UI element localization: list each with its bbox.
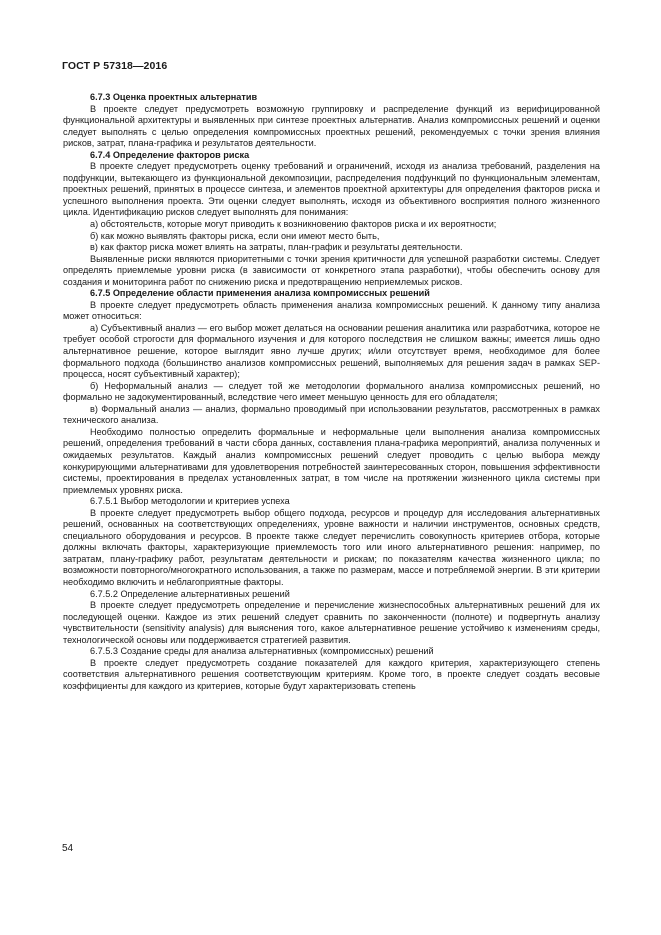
list-item: б) как можно выявлять факторы риска, если они имеют место быть, (90, 230, 380, 241)
paragraph: В проекте следует предусмотреть создание показателей для каждого критерия, характеризующего степень соответствия альтернативного решения соответствующим критериям. Кроме того, в проекте следует создать весовые коэффициенты для каждого из критериев, которые будут характеризовать степень (63, 657, 600, 691)
list-item: а) Субъективный анализ — его выбор может делаться на основании решения аналитика или разработчика, которое не требует особой строгости для формального изучения и для которого последствия не слишком важны; имеется лишь одно альтернативное решение, которое выглядит явно лучше других; и/или отсутствует время, необходимое для более формального подхода (большинство анализов компромиссных решений, выполняемых для решения задач в рамках SEP-процесса, носят субъективный характер); (63, 322, 600, 380)
list-item: в) Формальный анализ — анализ, формально проводимый при использовании результатов, рассмотренных в рамках технического анализа. (63, 403, 600, 426)
subsection-heading-6-7-5-3: 6.7.5.3 Создание среды для анализа альтернативных (компромиссных) решений (90, 646, 434, 657)
paragraph: В проекте следует предусмотреть определение и перечисление жизнеспособных альтернативных решений для их последующей оценки. Каждое из этих решений следует сравнить по законченности (полноте) и подвергнуть анализу чувствительности (sensitivity analysis) для выяснения того, какое альтернативное решение устойчиво к изменениям среды, технологической основы или поддерживается стратегией развития. (63, 600, 600, 645)
document-code: ГОСТ Р 57318—2016 (62, 60, 168, 72)
section-heading-6-7-4: 6.7.4 Определение факторов риска (90, 149, 250, 160)
subsection-heading-6-7-5-2: 6.7.5.2 Определение альтернативных решений (90, 588, 290, 599)
paragraph: В проекте следует предусмотреть возможную группировку и распределение функций из верифицированной функциональной архитектуры и выявленных при синтезе проектных альтернатив. Анализ компромиссных решений и оценки следует выполнять с целью определения компромиссных проектных решений, рекомендуемых с точки зрения влияния рисков, затрат, плана-графика и результатов деятельности. (63, 103, 600, 149)
paragraph: В проекте следует предусмотреть область применения анализа компромиссных решений. К данному типу анализа может относиться: (63, 299, 600, 322)
paragraph: Выявленные риски являются приоритетными с точки зрения критичности для успешной разработки системы. Следует определять приемлемые уровни риска (в зависимости от конкретного этапа разработки), чтобы обеспечить основу для создания и мониторинга работ по снижению риска и предотвращению неприемлемых рисков. (63, 253, 600, 287)
paragraph: В проекте следует предусмотреть выбор общего подхода, ресурсов и процедур для исследования альтернативных решений, основанных на соответствующих определениях, уровне важности и наличии инструментов, основных средств, специального оборудования и ресурсов. В проекте также следует перечислить совокупность критериев отбора, которые должны включать факторы, характеризующие приемлемость того или иного альтернативного решения: например, по затратам, плану-графику работ, результатам деятельности и рискам; по показателям качества жизненного цикла; по возможности повторного/многократного использования, а также по размерам, массе и потребляемой энергии. В эти критерии необходимо включить и неблагоприятные факторы. (63, 507, 600, 587)
page-number: 54 (62, 843, 74, 854)
section-heading-6-7-3: 6.7.3 Оценка проектных альтернатив (90, 92, 258, 102)
subsection-heading-6-7-5-1: 6.7.5.1 Выбор методологии и критериев успеха (90, 496, 290, 507)
list-item: б) Неформальный анализ — следует той же методологии формального анализа компромиссных решений, но формально не задокументированный, вследствие чего имеет меньшую ценность для его обладателя; (63, 380, 600, 403)
list-item: а) обстоятельств, которые могут приводить к возникновению факторов риска и их вероятности; (90, 219, 497, 230)
list-item: в) как фактор риска может влиять на затраты, план-график и результаты деятельности. (90, 242, 463, 253)
document-body (63, 92, 600, 692)
paragraph: Необходимо полностью определить формальные и неформальные цели выполнения анализа компромиссных решений, определения требований в части сбора данных, составления плана-графика мероприятий, анализа полученных и ожидаемых результатов. Каждый анализ компромиссных решений следует проводить с целью выбора между конкурирующими альтернативами для удовлетворения потребностей заинтересованных сторон, повышения эффективности системы, проектирования в пределах установленных затрат, в том числе на протяжении жизненного цикла системы при приемлемых уровнях риска. (63, 426, 600, 495)
section-heading-6-7-5: 6.7.5 Определение области применения анализа компромиссных решений (90, 288, 430, 299)
paragraph: В проекте следует предусмотреть оценку требований и ограничений, исходя из анализа требований, разделения на подфункции, вытекающего из функциональной декомпозиции, распределения подфункций по функциональным элементам, проектных решений, принятых в процессе синтеза, и элементов проектной архитектуры для определения факторов риска и успешного выполнения проекта. Эти оценки следует выполнять, исходя из объективного восприятия полного жизненного цикла. Идентификацию рисков следует выполнять для понимания: (63, 161, 600, 218)
